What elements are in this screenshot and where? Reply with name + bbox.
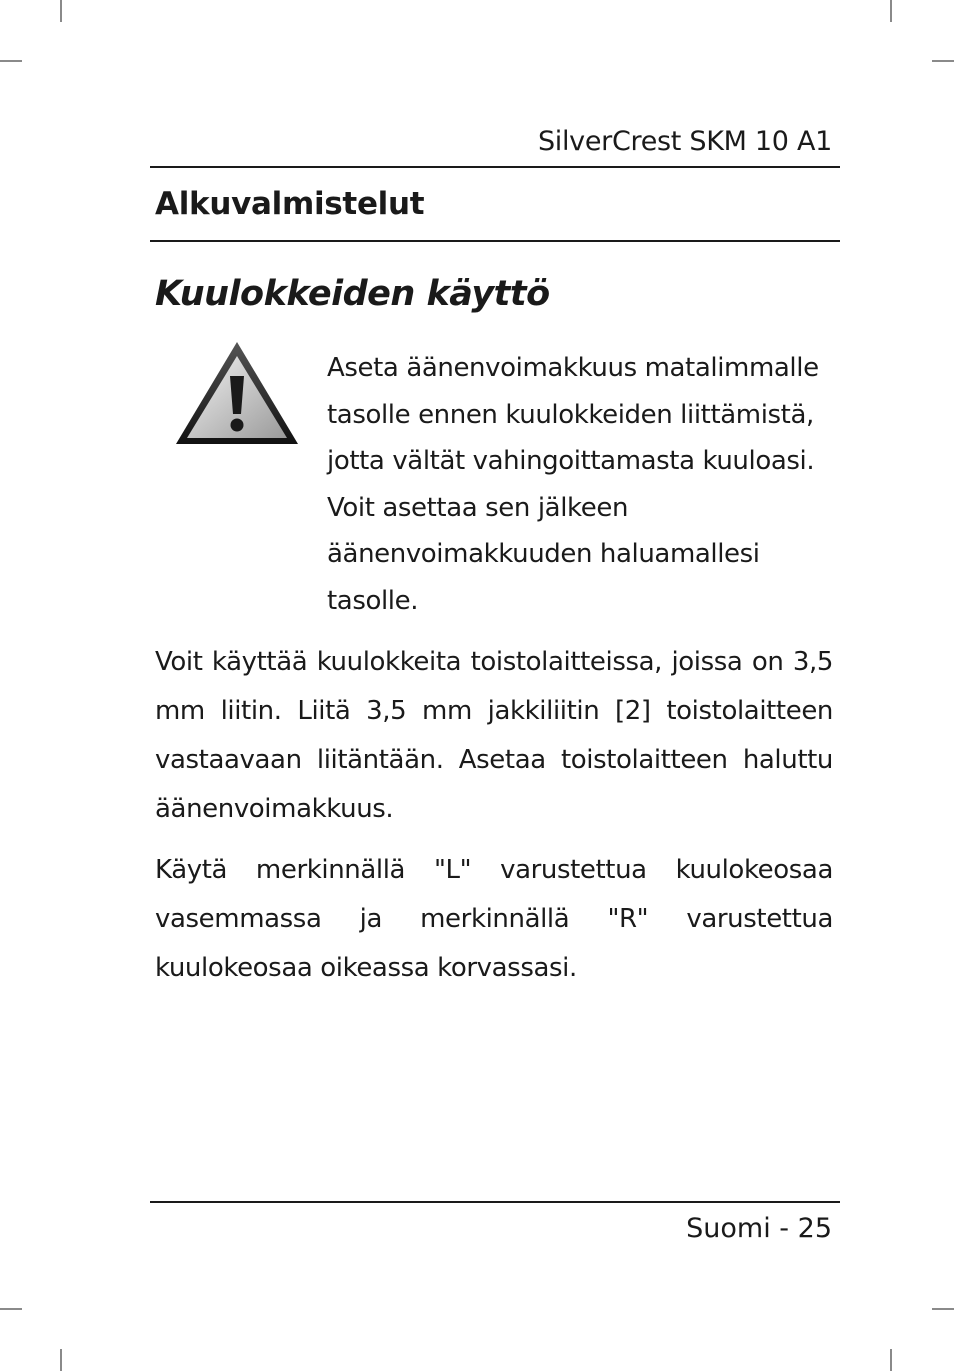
product-title: SilverCrest SKM 10 A1 — [537, 126, 832, 157]
warning-line: Voit asettaa sen jälkeen — [327, 492, 629, 523]
header-divider — [150, 166, 840, 168]
body-paragraph: Voit käyttää kuulokkeita toistolaitteissa, joissa on 3,5 mm liitin. Liitä 3,5 mm jakkiliitin [2] toistolaitteen vastaavaan liitäntään. Asetaa toistolaitteen haluttu äänenvoimakkuus. — [155, 647, 833, 824]
warning-line: tasolle ennen kuulokkeiden liittämistä, — [327, 399, 814, 430]
crop-mark — [890, 1349, 892, 1371]
warning-line: Aseta äänenvoimakkuus matalimmalle — [327, 353, 819, 383]
warning-line: äänenvoimakkuuden haluamallesi — [327, 539, 760, 570]
warning-line: tasolle. — [327, 585, 419, 616]
body-paragraph: Käytä merkinnällä "L" varustettua kuulokeosaa vasemmassa ja merkinnällä "R" varustettua kuulokeosaa oikeassa korvassasi. — [155, 855, 833, 983]
crop-mark — [890, 0, 892, 22]
footer-divider — [150, 1201, 840, 1203]
crop-mark — [60, 0, 62, 22]
section-divider — [150, 240, 840, 242]
warning-text — [327, 345, 827, 625]
crop-mark — [932, 1308, 954, 1310]
crop-mark — [932, 60, 954, 62]
crop-mark — [0, 60, 22, 62]
crop-mark — [0, 1308, 22, 1310]
section-title: Alkuvalmistelut — [155, 186, 425, 222]
subsection-title: Kuulokkeiden käyttö — [155, 274, 550, 314]
page-number: Suomi - 25 — [686, 1213, 832, 1244]
warning-line: jotta vältät vahingoittamasta kuuloasi. — [327, 446, 815, 477]
warning-triangle-icon — [174, 340, 300, 448]
crop-mark — [60, 1349, 62, 1371]
